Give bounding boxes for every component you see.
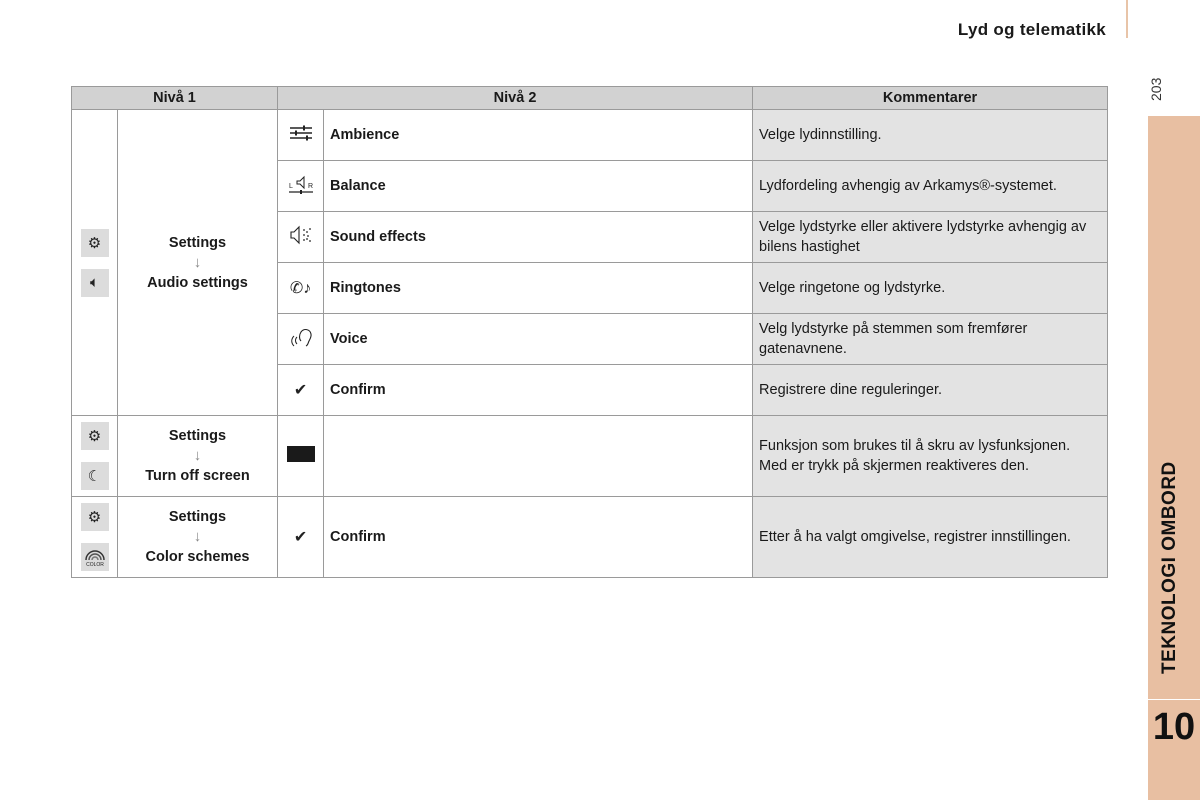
header-divider — [1126, 0, 1128, 38]
level1-menu-label: Settings — [168, 428, 227, 444]
comment-cell: Etter å ha valgt omgivelse, registrer innstillingen. — [753, 497, 1108, 578]
level2-label: Confirm — [324, 497, 753, 578]
level1-icons-cell — [72, 416, 118, 497]
sound-effects-icon — [289, 225, 313, 245]
table-row — [72, 416, 1108, 497]
level2-label — [324, 416, 753, 497]
gear-icon: ⚙ — [81, 503, 109, 531]
level1-path-cell — [118, 416, 278, 497]
checkmark-icon-cell — [278, 365, 324, 416]
chapter-number: 10 — [1152, 706, 1196, 748]
comment-cell: Registrere dine reguleringer. — [753, 365, 1108, 416]
settings-table — [71, 86, 1108, 578]
table-row — [72, 497, 1108, 578]
level2-label: Ambience — [324, 110, 753, 161]
arrow-down-icon: ↓ — [193, 528, 202, 545]
level2-label: Balance — [324, 161, 753, 212]
color-icon — [81, 543, 109, 571]
arrow-down-icon: ↓ — [193, 447, 202, 464]
comment-cell: Funksjon som brukes til å skru av lysfunksjonen. Med er trykk på skjermen reaktiveres den. — [753, 416, 1108, 497]
gear-icon: ⚙ — [81, 422, 109, 450]
black-screen-icon — [287, 446, 315, 462]
arrow-down-icon: ↓ — [193, 253, 202, 271]
level1-icons-cell — [72, 497, 118, 578]
svg-text:R: R — [307, 183, 313, 190]
comment-cell: Velge lydinnstilling. — [753, 110, 1108, 161]
page-section-title: Lyd og telematikk — [957, 20, 1106, 39]
comment-cell: Velge ringetone og lydstyrke. — [753, 263, 1108, 314]
equalizer-icon-cell — [278, 110, 324, 161]
checkmark-icon-cell — [278, 497, 324, 578]
level1-menu-label: Settings — [168, 509, 227, 525]
black-screen-icon-cell — [278, 416, 324, 497]
chapter-tab-divider — [1148, 699, 1200, 700]
level1-submenu-label: Audio settings — [147, 274, 248, 291]
level1-submenu-label: Color schemes — [145, 549, 250, 565]
chapter-tab-label: TEKNOLOGI OMBORD — [1159, 461, 1180, 675]
table-row — [72, 110, 1108, 161]
checkmark-icon: ✔ — [293, 382, 308, 399]
table-header-row — [72, 87, 1108, 110]
level1-submenu-label: Turn off screen — [145, 468, 250, 484]
balance-icon-cell — [278, 161, 324, 212]
voice-icon-cell — [278, 314, 324, 365]
checkmark-icon: ✔ — [293, 529, 308, 546]
level2-label: Sound effects — [324, 212, 753, 263]
comment-cell: Velge lydstyrke eller aktivere lydstyrke avhengig av bilens hastighet — [753, 212, 1108, 263]
voice-icon — [289, 327, 313, 347]
level2-label: Confirm — [324, 365, 753, 416]
comment-cell: Velg lydstyrke på stemmen som fremfører gatenavnene. — [753, 314, 1108, 365]
speaker-icon: 🔈︎ — [81, 269, 109, 297]
comment-cell: Lydfordeling avhengig av Arkamys®-systemet. — [753, 161, 1108, 212]
page-number: 203 — [1148, 77, 1164, 101]
level1-icons-cell — [72, 110, 118, 416]
moon-icon: ☾ — [81, 462, 109, 490]
header-level1: Nivå 1 — [72, 87, 278, 110]
level1-menu-label: Settings — [168, 234, 227, 251]
equalizer-icon — [289, 124, 313, 142]
header-level2: Nivå 2 — [278, 87, 753, 110]
balance-icon — [288, 174, 314, 194]
level2-label: Ringtones — [324, 263, 753, 314]
ringtone-icon-cell — [278, 263, 324, 314]
ringtone-icon: ✆♪ — [289, 280, 312, 297]
level1-path-cell — [118, 110, 278, 416]
svg-text:L: L — [288, 183, 293, 190]
level2-label: Voice — [324, 314, 753, 365]
svg-text:COLOR: COLOR — [85, 562, 104, 567]
level1-path-cell — [118, 497, 278, 578]
header-comments: Kommentarer — [753, 87, 1108, 110]
gear-icon: ⚙ — [81, 229, 109, 257]
sound-effects-icon-cell — [278, 212, 324, 263]
